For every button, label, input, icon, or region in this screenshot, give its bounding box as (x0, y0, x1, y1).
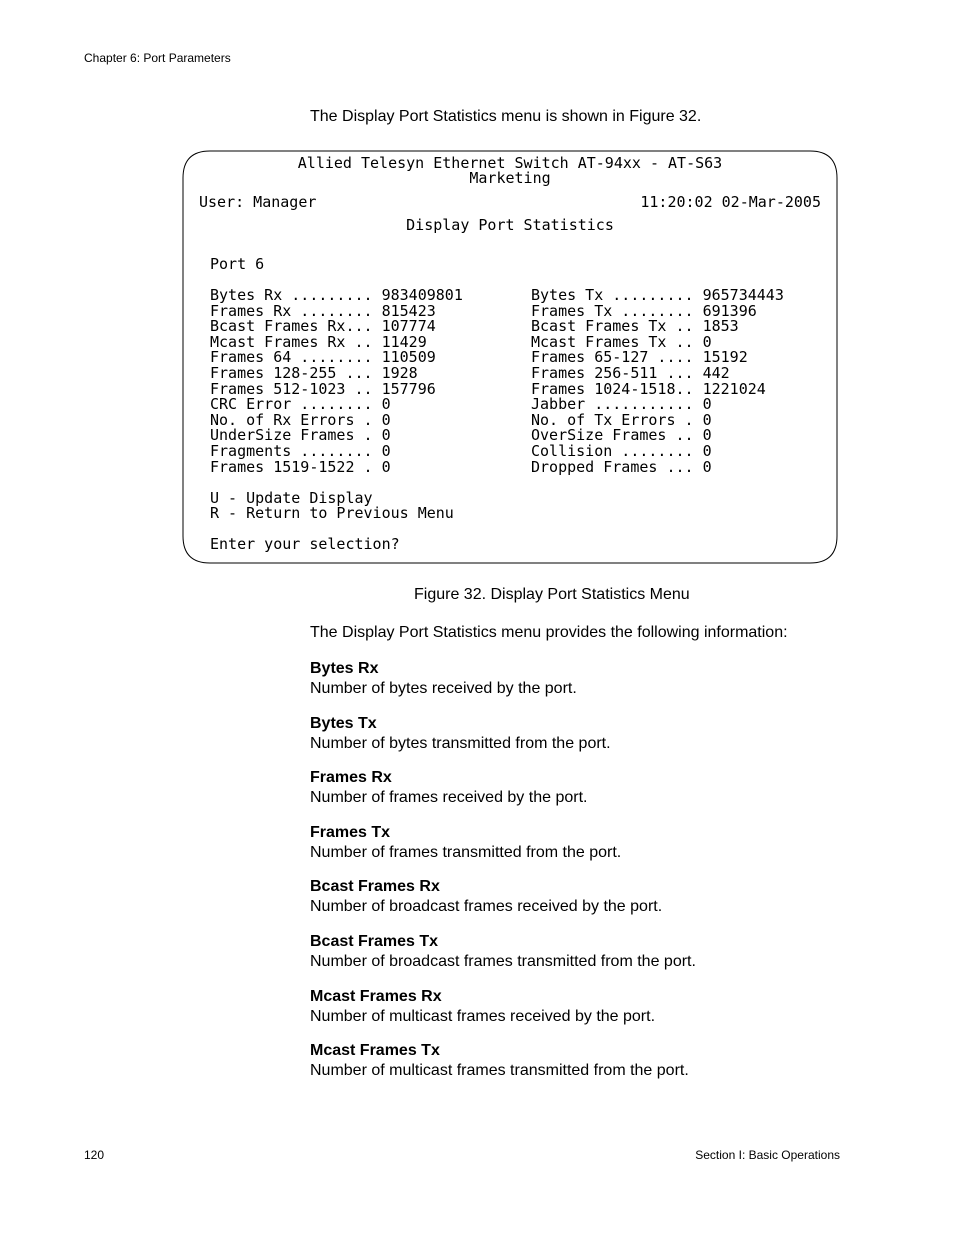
option-return-previous: R - Return to Previous Menu (210, 504, 454, 522)
definition-desc: Number of broadcast frames transmitted from the port. (310, 952, 696, 970)
terminal-title: Allied Telesyn Ethernet Switch AT-94xx - AT-S63 (297, 154, 723, 172)
stat-line: Dropped Frames ... 0 (531, 457, 712, 476)
definition-term: Bytes Tx (310, 714, 377, 732)
definition-list (310, 659, 870, 1096)
stat-line: Frames Tx ........ 691396 (531, 301, 757, 320)
stat-line: Frames 65-127 .... 15192 (531, 348, 748, 367)
definition-desc: Number of frames transmitted from the port. (310, 843, 622, 861)
stats-left-column (210, 288, 463, 475)
stat-line: UnderSize Frames . 0 (210, 426, 391, 445)
definition-item (310, 932, 870, 987)
stat-line: Frames Rx ........ 815423 (210, 301, 436, 320)
stat-line: Bytes Tx ......... 965734443 (531, 286, 784, 304)
definition-item (310, 823, 870, 878)
stat-line: Bcast Frames Rx... 107774 (210, 317, 436, 336)
terminal-datetime: 11:20:02 02-Mar-2005 (640, 193, 821, 211)
stats-right-column (531, 288, 784, 475)
stat-line: Frames 64 ........ 110509 (210, 348, 436, 367)
definition-term: Mcast Frames Tx (310, 1042, 440, 1060)
stat-line: No. of Rx Errors . 0 (210, 410, 391, 429)
definition-desc: Number of bytes received by the port. (310, 680, 577, 697)
definition-item (310, 1041, 870, 1096)
definition-item (310, 659, 870, 714)
stat-line: Mcast Frames Tx .. 0 (531, 332, 712, 351)
chapter-header: Chapter 6: Port Parameters (84, 51, 231, 65)
definition-item (310, 714, 870, 769)
terminal-user: User: Manager (199, 193, 317, 211)
definition-term: Bcast Frames Rx (310, 878, 440, 896)
stat-line: Frames 256-511 ... 442 (531, 363, 730, 382)
stat-line: Mcast Frames Rx .. 11429 (210, 332, 427, 351)
definition-item (310, 877, 870, 932)
lead-text: The Display Port Statistics menu provides the following information: (310, 624, 788, 641)
definition-desc: Number of bytes transmitted from the port. (310, 734, 611, 752)
terminal-screen (182, 150, 838, 564)
terminal-menu-title: Display Port Statistics (406, 216, 614, 234)
stat-line: Frames 512-1023 .. 157796 (210, 379, 436, 398)
figure-caption: Figure 32. Display Port Statistics Menu (414, 586, 690, 603)
definition-term: Bcast Frames Tx (310, 932, 439, 950)
definition-term: Mcast Frames Rx (310, 987, 442, 1005)
terminal-subtitle: Marketing (469, 169, 551, 187)
definition-desc: Number of multicast frames received by the port. (310, 1007, 656, 1025)
definition-term: Frames Tx (310, 823, 391, 841)
section-footer: Section I: Basic Operations (695, 1148, 840, 1162)
terminal-port: Port 6 (210, 255, 265, 273)
definition-term: Frames Rx (310, 769, 392, 787)
stat-line: Frames 128-255 ... 1928 (210, 363, 418, 382)
terminal-prompt: Enter your selection? (210, 535, 400, 553)
definition-desc: Number of multicast frames transmitted from the port. (310, 1062, 689, 1080)
definition-item (310, 768, 870, 823)
definition-item (310, 987, 870, 1042)
stat-line: Collision ........ 0 (531, 441, 712, 460)
stat-line: Jabber ........... 0 (531, 395, 712, 414)
stat-line: Fragments ........ 0 (210, 441, 391, 460)
definition-desc: Number of frames received by the port. (310, 789, 588, 807)
stat-line: OverSize Frames .. 0 (531, 426, 712, 445)
stat-line: Frames 1024-1518.. 1221024 (531, 379, 766, 398)
stat-line: Bytes Rx ......... 983409801 (210, 286, 463, 304)
option-update-display: U - Update Display (210, 489, 373, 507)
stat-line: Bcast Frames Tx .. 1853 (531, 317, 739, 336)
definition-desc: Number of broadcast frames received by the port. (310, 898, 663, 916)
stat-line: Frames 1519-1522 . 0 (210, 457, 391, 476)
intro-text: The Display Port Statistics menu is shown in Figure 32. (310, 108, 702, 125)
stat-line: CRC Error ........ 0 (210, 395, 391, 414)
page-number: 120 (84, 1148, 105, 1162)
stat-line: No. of Tx Errors . 0 (531, 410, 712, 429)
definition-term: Bytes Rx (310, 660, 379, 677)
